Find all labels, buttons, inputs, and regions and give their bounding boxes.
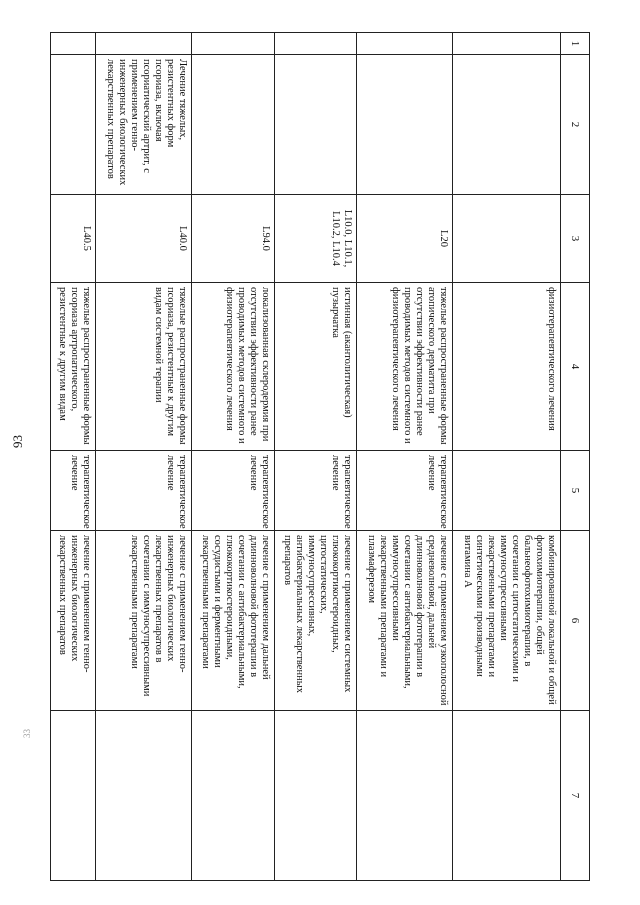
header-cell: 5 — [561, 451, 590, 531]
cell-number — [357, 33, 452, 55]
cell-model: локализованная склеродермия при отсутствии эффективности ранее проводимых методов системного и физиотерапевтического лечения — [191, 283, 274, 451]
cell-number — [51, 33, 96, 55]
header-cell: 3 — [561, 195, 590, 283]
cell-type: терапевтическое лечение — [96, 451, 191, 531]
cell-model: физиотерапевтического лечения — [452, 283, 560, 451]
cell-code: L40.0 — [96, 195, 191, 283]
cell-code: L20 — [357, 195, 452, 283]
table-row — [452, 33, 560, 881]
table-row — [274, 33, 357, 881]
cell-model: тяжелые распространенные формы атопического дерматита при отсутствии эффективности ранее проводимых методов системного и физиотерапевтического лечения — [357, 283, 452, 451]
cell-profile — [452, 55, 560, 195]
table-row — [357, 33, 452, 881]
cell-norm — [191, 711, 274, 881]
cell-profile: Лечение тяжелых, резистентных форм псориаза, включая псориатический артрит, с применением генно-инженерных биологических лекарственных препаратов — [96, 55, 191, 195]
cell-number — [452, 33, 560, 55]
header-cell: 4 — [561, 283, 590, 451]
cell-code: L10.0, L10.1, L10.2, L10.4 — [274, 195, 357, 283]
table-row — [51, 33, 96, 881]
cell-code — [452, 195, 560, 283]
cell-method: комбинированной локальной и общей фотохимиотерапии, общей бальнеофотохимиотерапии, в сочетании с цитостатическими и иммуносупрессивными лекарственными препаратами и синтетическими производными витамина А — [452, 531, 560, 711]
cell-type — [452, 451, 560, 531]
cell-profile — [274, 55, 357, 195]
cell-number — [274, 33, 357, 55]
cell-type: терапевтическое лечение — [357, 451, 452, 531]
cell-method: лечение с применением генно-инженерных биологических лекарственных препаратов — [51, 531, 96, 711]
cell-profile — [51, 55, 96, 195]
cell-method: лечение с применением узкополосной средневолновой, дальней длинноволновой фототерапии в сочетании с антибактериальными, иммуносупрессивными лекарственными препаратами и плазмаферезом — [357, 531, 452, 711]
margin-mark: 33 — [22, 729, 32, 738]
rotated-table-wrapper — [50, 32, 590, 880]
cell-profile — [191, 55, 274, 195]
table-row — [191, 33, 274, 881]
cell-norm — [96, 711, 191, 881]
header-cell: 1 — [561, 33, 590, 55]
cell-norm — [51, 711, 96, 881]
cell-model: тяжелые распространенные формы псориаза артропатического, резистентные к другим видам — [51, 283, 96, 451]
cell-model: тяжелые распространенные формы псориаза, резистентные к другим видам системной терапии — [96, 283, 191, 451]
page-number: 93 — [10, 435, 25, 448]
cell-code: L94.0 — [191, 195, 274, 283]
header-row — [561, 33, 590, 881]
cell-number — [191, 33, 274, 55]
table-row — [96, 33, 191, 881]
cell-norm — [274, 711, 357, 881]
cell-norm — [357, 711, 452, 881]
treatment-table — [50, 32, 590, 881]
header-cell: 7 — [561, 711, 590, 881]
cell-method: лечение с применением дальней длинноволновой фототерапии в сочетании с антибактериальными, глюкокортикостероидными, сосудистыми и ферментными лекарственными препаратами — [191, 531, 274, 711]
cell-method: лечение с применением системных глюкокортикостероидных, цитостатических, иммуносупрессивных, антибактериальных лекарственных препаратов — [274, 531, 357, 711]
header-cell: 6 — [561, 531, 590, 711]
cell-type: терапевтическое лечение — [51, 451, 96, 531]
cell-number — [96, 33, 191, 55]
cell-profile — [357, 55, 452, 195]
header-cell: 2 — [561, 55, 590, 195]
cell-type: терапевтическое лечение — [274, 451, 357, 531]
cell-type: терапевтическое лечение — [191, 451, 274, 531]
cell-model: истинная (акантолитическая) пузырчатка — [274, 283, 357, 451]
cell-norm — [452, 711, 560, 881]
cell-code: L40.5 — [51, 195, 96, 283]
cell-method: лечение с применением генно-инженерных биологических лекарственных препаратов в сочетании с иммуносупрессивными лекарственными препаратами — [96, 531, 191, 711]
